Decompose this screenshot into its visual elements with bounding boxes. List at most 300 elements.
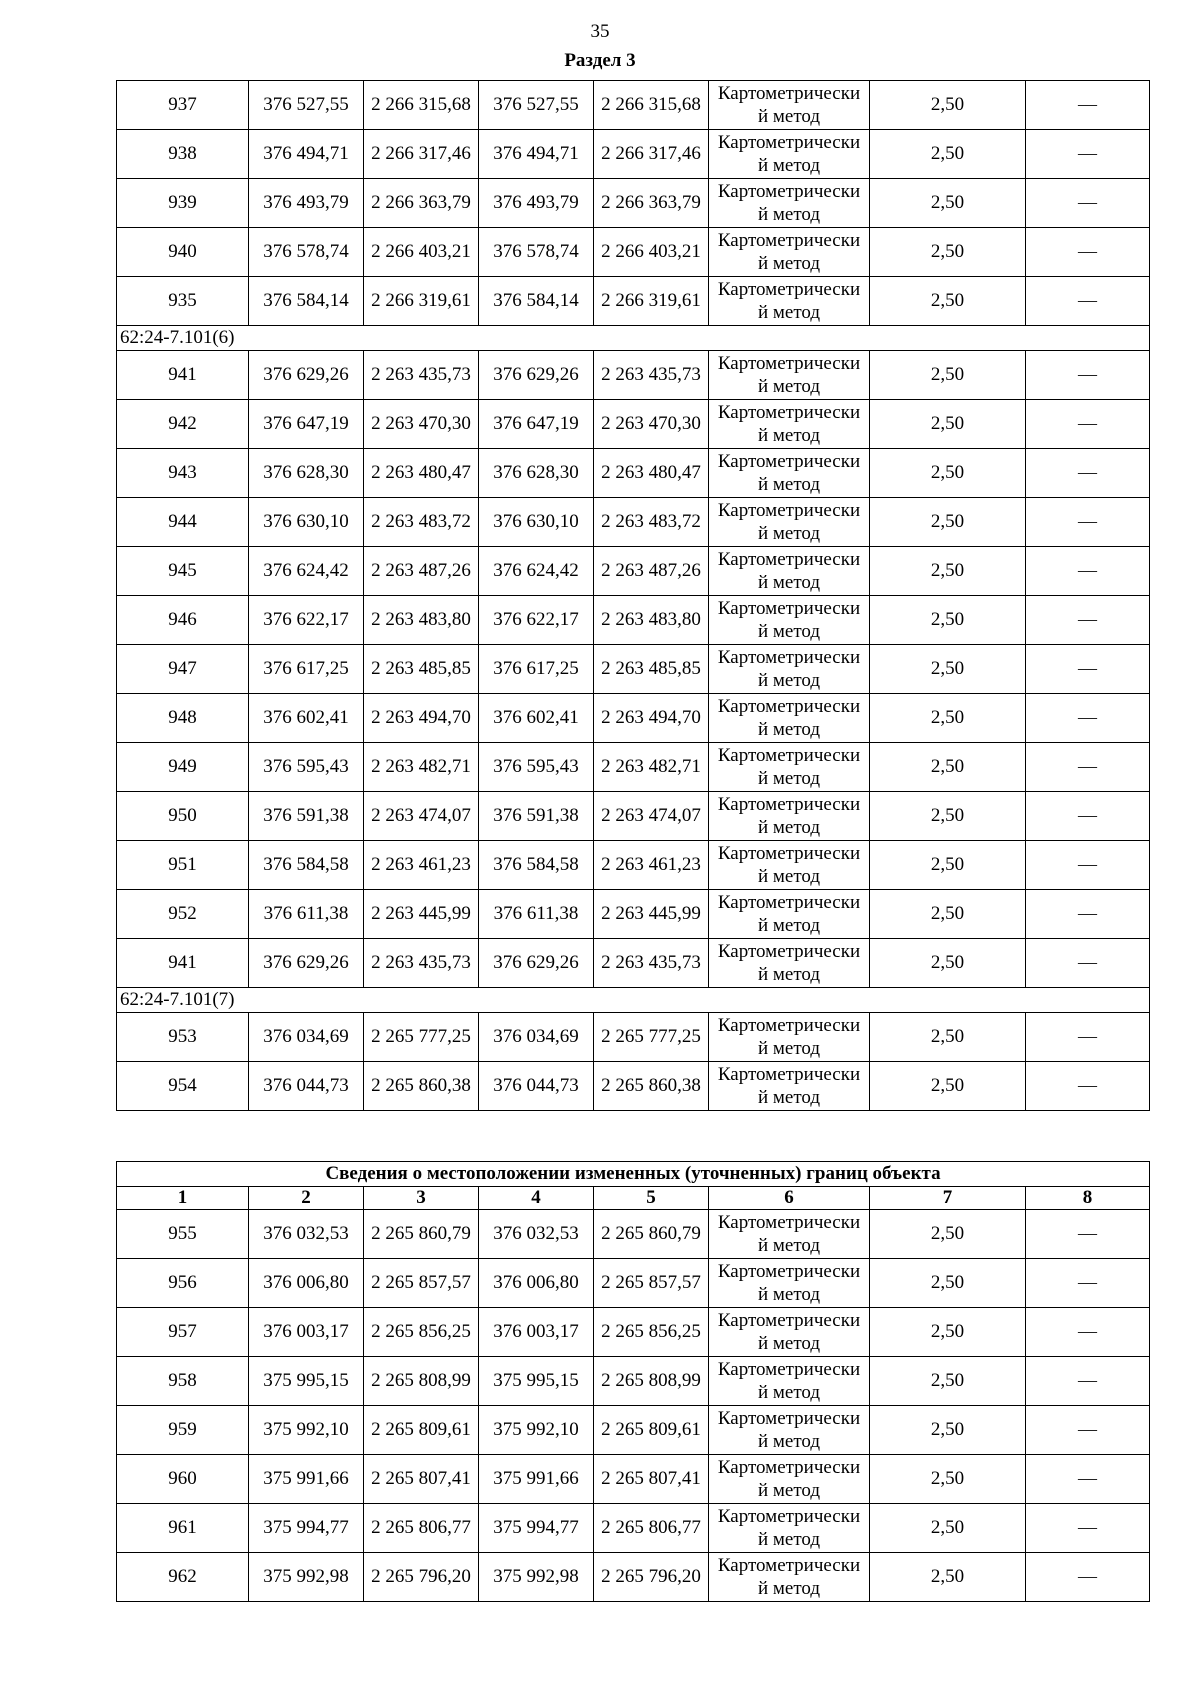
accuracy-value: 2,50 [870,1455,1026,1504]
accuracy-value: 2,50 [870,792,1026,841]
point-number: 954 [117,1062,249,1111]
method-line-2: й метод [757,1333,821,1354]
empty-dash: — [1026,228,1150,277]
method-line-1: Картометрически [717,598,861,619]
accuracy-value: 2,50 [870,596,1026,645]
point-number: 947 [117,645,249,694]
empty-dash: — [1026,1553,1150,1602]
method-cell [709,1455,870,1504]
table-row [117,1259,1150,1308]
empty-dash: — [1026,1013,1150,1062]
method-line-1: Картометрически [717,941,861,962]
x-new: 375 995,15 [479,1357,594,1406]
column-number: 1 [117,1187,249,1210]
x-new: 376 591,38 [479,792,594,841]
method-line-2: й метод [757,253,821,274]
method-line-2: й метод [757,621,821,642]
table-row [117,1062,1150,1111]
y-existing: 2 263 445,99 [364,890,479,939]
table-row [117,351,1150,400]
x-existing: 376 044,73 [249,1062,364,1111]
y-existing: 2 263 487,26 [364,547,479,596]
x-new: 376 647,19 [479,400,594,449]
y-existing: 2 263 435,73 [364,939,479,988]
method-cell [709,351,870,400]
point-number: 945 [117,547,249,596]
point-number: 941 [117,351,249,400]
method-cell [709,939,870,988]
x-new: 376 044,73 [479,1062,594,1111]
empty-dash: — [1026,1308,1150,1357]
y-existing: 2 263 482,71 [364,743,479,792]
method-line-2: й метод [757,915,821,936]
method-cell [709,792,870,841]
point-number: 941 [117,939,249,988]
method-line-1: Картометрически [717,1506,861,1527]
y-new: 2 263 461,23 [594,841,709,890]
x-new: 376 595,43 [479,743,594,792]
table-row [117,1210,1150,1259]
x-new: 376 628,30 [479,449,594,498]
y-existing: 2 265 806,77 [364,1504,479,1553]
accuracy-value: 2,50 [870,1357,1026,1406]
column-number: 5 [594,1187,709,1210]
method-line-1: Картометрически [717,696,861,717]
method-line-2: й метод [757,1382,821,1403]
accuracy-value: 2,50 [870,400,1026,449]
accuracy-value: 2,50 [870,81,1026,130]
point-number: 958 [117,1357,249,1406]
y-new: 2 265 809,61 [594,1406,709,1455]
y-existing: 2 263 494,70 [364,694,479,743]
y-new: 2 263 435,73 [594,939,709,988]
empty-dash: — [1026,645,1150,694]
point-number: 948 [117,694,249,743]
method-line-1: Картометрически [717,230,861,251]
table-row [117,400,1150,449]
x-existing: 376 629,26 [249,939,364,988]
empty-dash: — [1026,449,1150,498]
method-line-2: й метод [757,425,821,446]
method-line-2: й метод [757,106,821,127]
x-existing: 376 624,42 [249,547,364,596]
y-existing: 2 265 860,38 [364,1062,479,1111]
accuracy-value: 2,50 [870,130,1026,179]
point-number: 961 [117,1504,249,1553]
empty-dash: — [1026,351,1150,400]
coordinates-table-body [117,81,1150,1111]
y-new: 2 265 777,25 [594,1013,709,1062]
method-line-1: Картометрически [717,500,861,521]
empty-dash: — [1026,81,1150,130]
empty-dash: — [1026,547,1150,596]
empty-dash: — [1026,939,1150,988]
method-line-2: й метод [757,719,821,740]
empty-dash: — [1026,1455,1150,1504]
section-title: Раздел 3 [564,50,636,71]
accuracy-value: 2,50 [870,1210,1026,1259]
column-number-row [117,1187,1150,1210]
method-cell [709,1062,870,1111]
method-line-1: Картометрически [717,181,861,202]
table-caption: Сведения о местоположении измененных (уточненных) границ объекта [117,1162,1150,1187]
point-number: 938 [117,130,249,179]
x-existing: 376 003,17 [249,1308,364,1357]
x-new: 376 611,38 [479,890,594,939]
empty-dash: — [1026,694,1150,743]
accuracy-value: 2,50 [870,179,1026,228]
empty-dash: — [1026,1504,1150,1553]
method-line-2: й метод [757,204,821,225]
table-row [117,277,1150,326]
y-new: 2 266 363,79 [594,179,709,228]
method-line-2: й метод [757,866,821,887]
method-cell [709,547,870,596]
x-new: 375 994,77 [479,1504,594,1553]
x-existing: 376 527,55 [249,81,364,130]
point-number: 950 [117,792,249,841]
x-new: 375 992,98 [479,1553,594,1602]
y-existing: 2 265 857,57 [364,1259,479,1308]
x-existing: 376 034,69 [249,1013,364,1062]
x-new: 376 034,69 [479,1013,594,1062]
page-number: 35 [590,21,610,42]
y-existing: 2 266 315,68 [364,81,479,130]
parcel-group-label: 62:24-7.101(7) [117,988,1150,1013]
method-line-1: Картометрически [717,1261,861,1282]
y-new: 2 263 435,73 [594,351,709,400]
method-line-1: Картометрически [717,1555,861,1576]
table-row [117,498,1150,547]
empty-dash: — [1026,792,1150,841]
table-row [117,1504,1150,1553]
point-number: 939 [117,179,249,228]
y-new: 2 263 480,47 [594,449,709,498]
method-line-1: Картометрически [717,1310,861,1331]
table-row [117,743,1150,792]
table-row [117,449,1150,498]
y-new: 2 263 487,26 [594,547,709,596]
method-line-2: й метод [757,1038,821,1059]
x-existing: 376 584,58 [249,841,364,890]
method-line-2: й метод [757,1529,821,1550]
x-new: 376 629,26 [479,939,594,988]
method-cell [709,1013,870,1062]
y-existing: 2 266 317,46 [364,130,479,179]
y-new: 2 263 445,99 [594,890,709,939]
empty-dash: — [1026,1406,1150,1455]
empty-dash: — [1026,179,1150,228]
x-new: 376 494,71 [479,130,594,179]
method-line-2: й метод [757,572,821,593]
x-existing: 376 617,25 [249,645,364,694]
x-new: 376 629,26 [479,351,594,400]
y-existing: 2 263 485,85 [364,645,479,694]
x-existing: 376 647,19 [249,400,364,449]
method-cell [709,400,870,449]
x-new: 376 578,74 [479,228,594,277]
parcel-group-row [117,326,1150,351]
x-existing: 376 611,38 [249,890,364,939]
x-existing: 376 493,79 [249,179,364,228]
x-existing: 376 622,17 [249,596,364,645]
method-line-2: й метод [757,768,821,789]
empty-dash: — [1026,400,1150,449]
x-new: 376 527,55 [479,81,594,130]
x-existing: 376 629,26 [249,351,364,400]
y-existing: 2 265 809,61 [364,1406,479,1455]
method-cell [709,1259,870,1308]
method-line-2: й метод [757,523,821,544]
x-existing: 375 992,98 [249,1553,364,1602]
method-cell [709,645,870,694]
method-cell [709,1357,870,1406]
method-cell [709,498,870,547]
x-new: 376 617,25 [479,645,594,694]
method-line-2: й метод [757,1284,821,1305]
method-cell [709,1210,870,1259]
y-new: 2 265 806,77 [594,1504,709,1553]
accuracy-value: 2,50 [870,1013,1026,1062]
table-row [117,890,1150,939]
accuracy-value: 2,50 [870,645,1026,694]
table-row [117,130,1150,179]
y-existing: 2 265 856,25 [364,1308,479,1357]
method-line-1: Картометрически [717,549,861,570]
parcel-group-row [117,988,1150,1013]
method-cell [709,449,870,498]
x-new: 376 584,14 [479,277,594,326]
x-new: 376 602,41 [479,694,594,743]
y-existing: 2 265 796,20 [364,1553,479,1602]
point-number: 962 [117,1553,249,1602]
accuracy-value: 2,50 [870,498,1026,547]
empty-dash: — [1026,1357,1150,1406]
accuracy-value: 2,50 [870,1062,1026,1111]
accuracy-value: 2,50 [870,547,1026,596]
changed-boundaries-table [116,1161,1150,1602]
accuracy-value: 2,50 [870,351,1026,400]
point-number: 940 [117,228,249,277]
x-new: 376 006,80 [479,1259,594,1308]
accuracy-value: 2,50 [870,939,1026,988]
method-line-1: Картометрически [717,1457,861,1478]
table-row [117,1357,1150,1406]
method-cell [709,81,870,130]
accuracy-value: 2,50 [870,449,1026,498]
y-existing: 2 265 808,99 [364,1357,479,1406]
point-number: 951 [117,841,249,890]
table-caption-row [117,1162,1150,1187]
point-number: 942 [117,400,249,449]
method-cell [709,694,870,743]
method-cell [709,1553,870,1602]
empty-dash: — [1026,596,1150,645]
y-new: 2 263 494,70 [594,694,709,743]
y-new: 2 265 860,79 [594,1210,709,1259]
column-number: 6 [709,1187,870,1210]
method-line-2: й метод [757,1578,821,1599]
accuracy-value: 2,50 [870,1406,1026,1455]
y-new: 2 266 319,61 [594,277,709,326]
point-number: 957 [117,1308,249,1357]
table-row [117,841,1150,890]
y-new: 2 266 317,46 [594,130,709,179]
method-line-1: Картометрически [717,83,861,104]
method-line-1: Картометрически [717,451,861,472]
x-existing: 375 991,66 [249,1455,364,1504]
x-existing: 375 995,15 [249,1357,364,1406]
method-cell [709,179,870,228]
empty-dash: — [1026,841,1150,890]
y-new: 2 263 483,72 [594,498,709,547]
method-line-2: й метод [757,964,821,985]
method-line-1: Картометрически [717,843,861,864]
x-new: 376 584,58 [479,841,594,890]
table-row [117,939,1150,988]
method-cell [709,1406,870,1455]
point-number: 956 [117,1259,249,1308]
point-number: 946 [117,596,249,645]
x-existing: 376 006,80 [249,1259,364,1308]
accuracy-value: 2,50 [870,841,1026,890]
point-number: 935 [117,277,249,326]
table-row [117,1013,1150,1062]
method-line-1: Картометрически [717,402,861,423]
empty-dash: — [1026,743,1150,792]
point-number: 959 [117,1406,249,1455]
table-row [117,694,1150,743]
empty-dash: — [1026,130,1150,179]
point-number: 943 [117,449,249,498]
accuracy-value: 2,50 [870,890,1026,939]
y-existing: 2 266 403,21 [364,228,479,277]
point-number: 937 [117,81,249,130]
x-existing: 376 032,53 [249,1210,364,1259]
accuracy-value: 2,50 [870,1553,1026,1602]
accuracy-value: 2,50 [870,1308,1026,1357]
method-cell [709,596,870,645]
method-line-1: Картометрически [717,794,861,815]
table-row [117,1455,1150,1504]
method-line-1: Картометрически [717,1015,861,1036]
table-row [117,81,1150,130]
method-line-2: й метод [757,1087,821,1108]
x-new: 376 032,53 [479,1210,594,1259]
y-existing: 2 263 483,72 [364,498,479,547]
x-existing: 376 628,30 [249,449,364,498]
method-line-1: Картометрически [717,132,861,153]
point-number: 944 [117,498,249,547]
x-new: 375 992,10 [479,1406,594,1455]
y-existing: 2 266 319,61 [364,277,479,326]
x-existing: 376 602,41 [249,694,364,743]
table-row [117,792,1150,841]
empty-dash: — [1026,1062,1150,1111]
method-cell [709,228,870,277]
method-line-2: й метод [757,1431,821,1452]
x-new: 376 630,10 [479,498,594,547]
empty-dash: — [1026,1210,1150,1259]
method-cell [709,277,870,326]
x-existing: 376 584,14 [249,277,364,326]
y-new: 2 265 856,25 [594,1308,709,1357]
method-cell [709,841,870,890]
table-row [117,228,1150,277]
x-new: 376 624,42 [479,547,594,596]
accuracy-value: 2,50 [870,1259,1026,1308]
x-existing: 375 992,10 [249,1406,364,1455]
method-cell [709,130,870,179]
y-new: 2 266 403,21 [594,228,709,277]
x-new: 376 493,79 [479,179,594,228]
accuracy-value: 2,50 [870,694,1026,743]
x-new: 376 622,17 [479,596,594,645]
accuracy-value: 2,50 [870,743,1026,792]
column-number: 7 [870,1187,1026,1210]
y-new: 2 265 857,57 [594,1259,709,1308]
method-line-1: Картометрически [717,353,861,374]
accuracy-value: 2,50 [870,277,1026,326]
table-row [117,645,1150,694]
table-row [117,1308,1150,1357]
method-line-1: Картометрически [717,1359,861,1380]
coordinates-table [116,80,1150,1111]
point-number: 960 [117,1455,249,1504]
empty-dash: — [1026,277,1150,326]
y-new: 2 263 470,30 [594,400,709,449]
y-new: 2 265 860,38 [594,1062,709,1111]
table-row [117,179,1150,228]
method-line-1: Картометрически [717,1408,861,1429]
y-new: 2 265 796,20 [594,1553,709,1602]
method-line-2: й метод [757,376,821,397]
y-existing: 2 265 807,41 [364,1455,479,1504]
x-existing: 376 494,71 [249,130,364,179]
point-number: 952 [117,890,249,939]
accuracy-value: 2,50 [870,1504,1026,1553]
y-new: 2 263 485,85 [594,645,709,694]
column-number: 8 [1026,1187,1150,1210]
method-line-1: Картометрически [717,1064,861,1085]
x-new: 375 991,66 [479,1455,594,1504]
method-line-1: Картометрически [717,647,861,668]
point-number: 953 [117,1013,249,1062]
method-line-2: й метод [757,302,821,323]
y-existing: 2 263 435,73 [364,351,479,400]
y-existing: 2 263 480,47 [364,449,479,498]
method-line-2: й метод [757,155,821,176]
point-number: 955 [117,1210,249,1259]
y-existing: 2 263 470,30 [364,400,479,449]
accuracy-value: 2,50 [870,228,1026,277]
method-line-1: Картометрически [717,892,861,913]
y-new: 2 263 482,71 [594,743,709,792]
x-new: 376 003,17 [479,1308,594,1357]
column-number: 2 [249,1187,364,1210]
method-line-1: Картометрически [717,1212,861,1233]
changed-boundaries-table-body [117,1210,1150,1602]
x-existing: 376 630,10 [249,498,364,547]
method-cell [709,743,870,792]
empty-dash: — [1026,890,1150,939]
y-existing: 2 265 777,25 [364,1013,479,1062]
point-number: 949 [117,743,249,792]
empty-dash: — [1026,498,1150,547]
method-line-2: й метод [757,1480,821,1501]
y-new: 2 265 807,41 [594,1455,709,1504]
y-existing: 2 265 860,79 [364,1210,479,1259]
